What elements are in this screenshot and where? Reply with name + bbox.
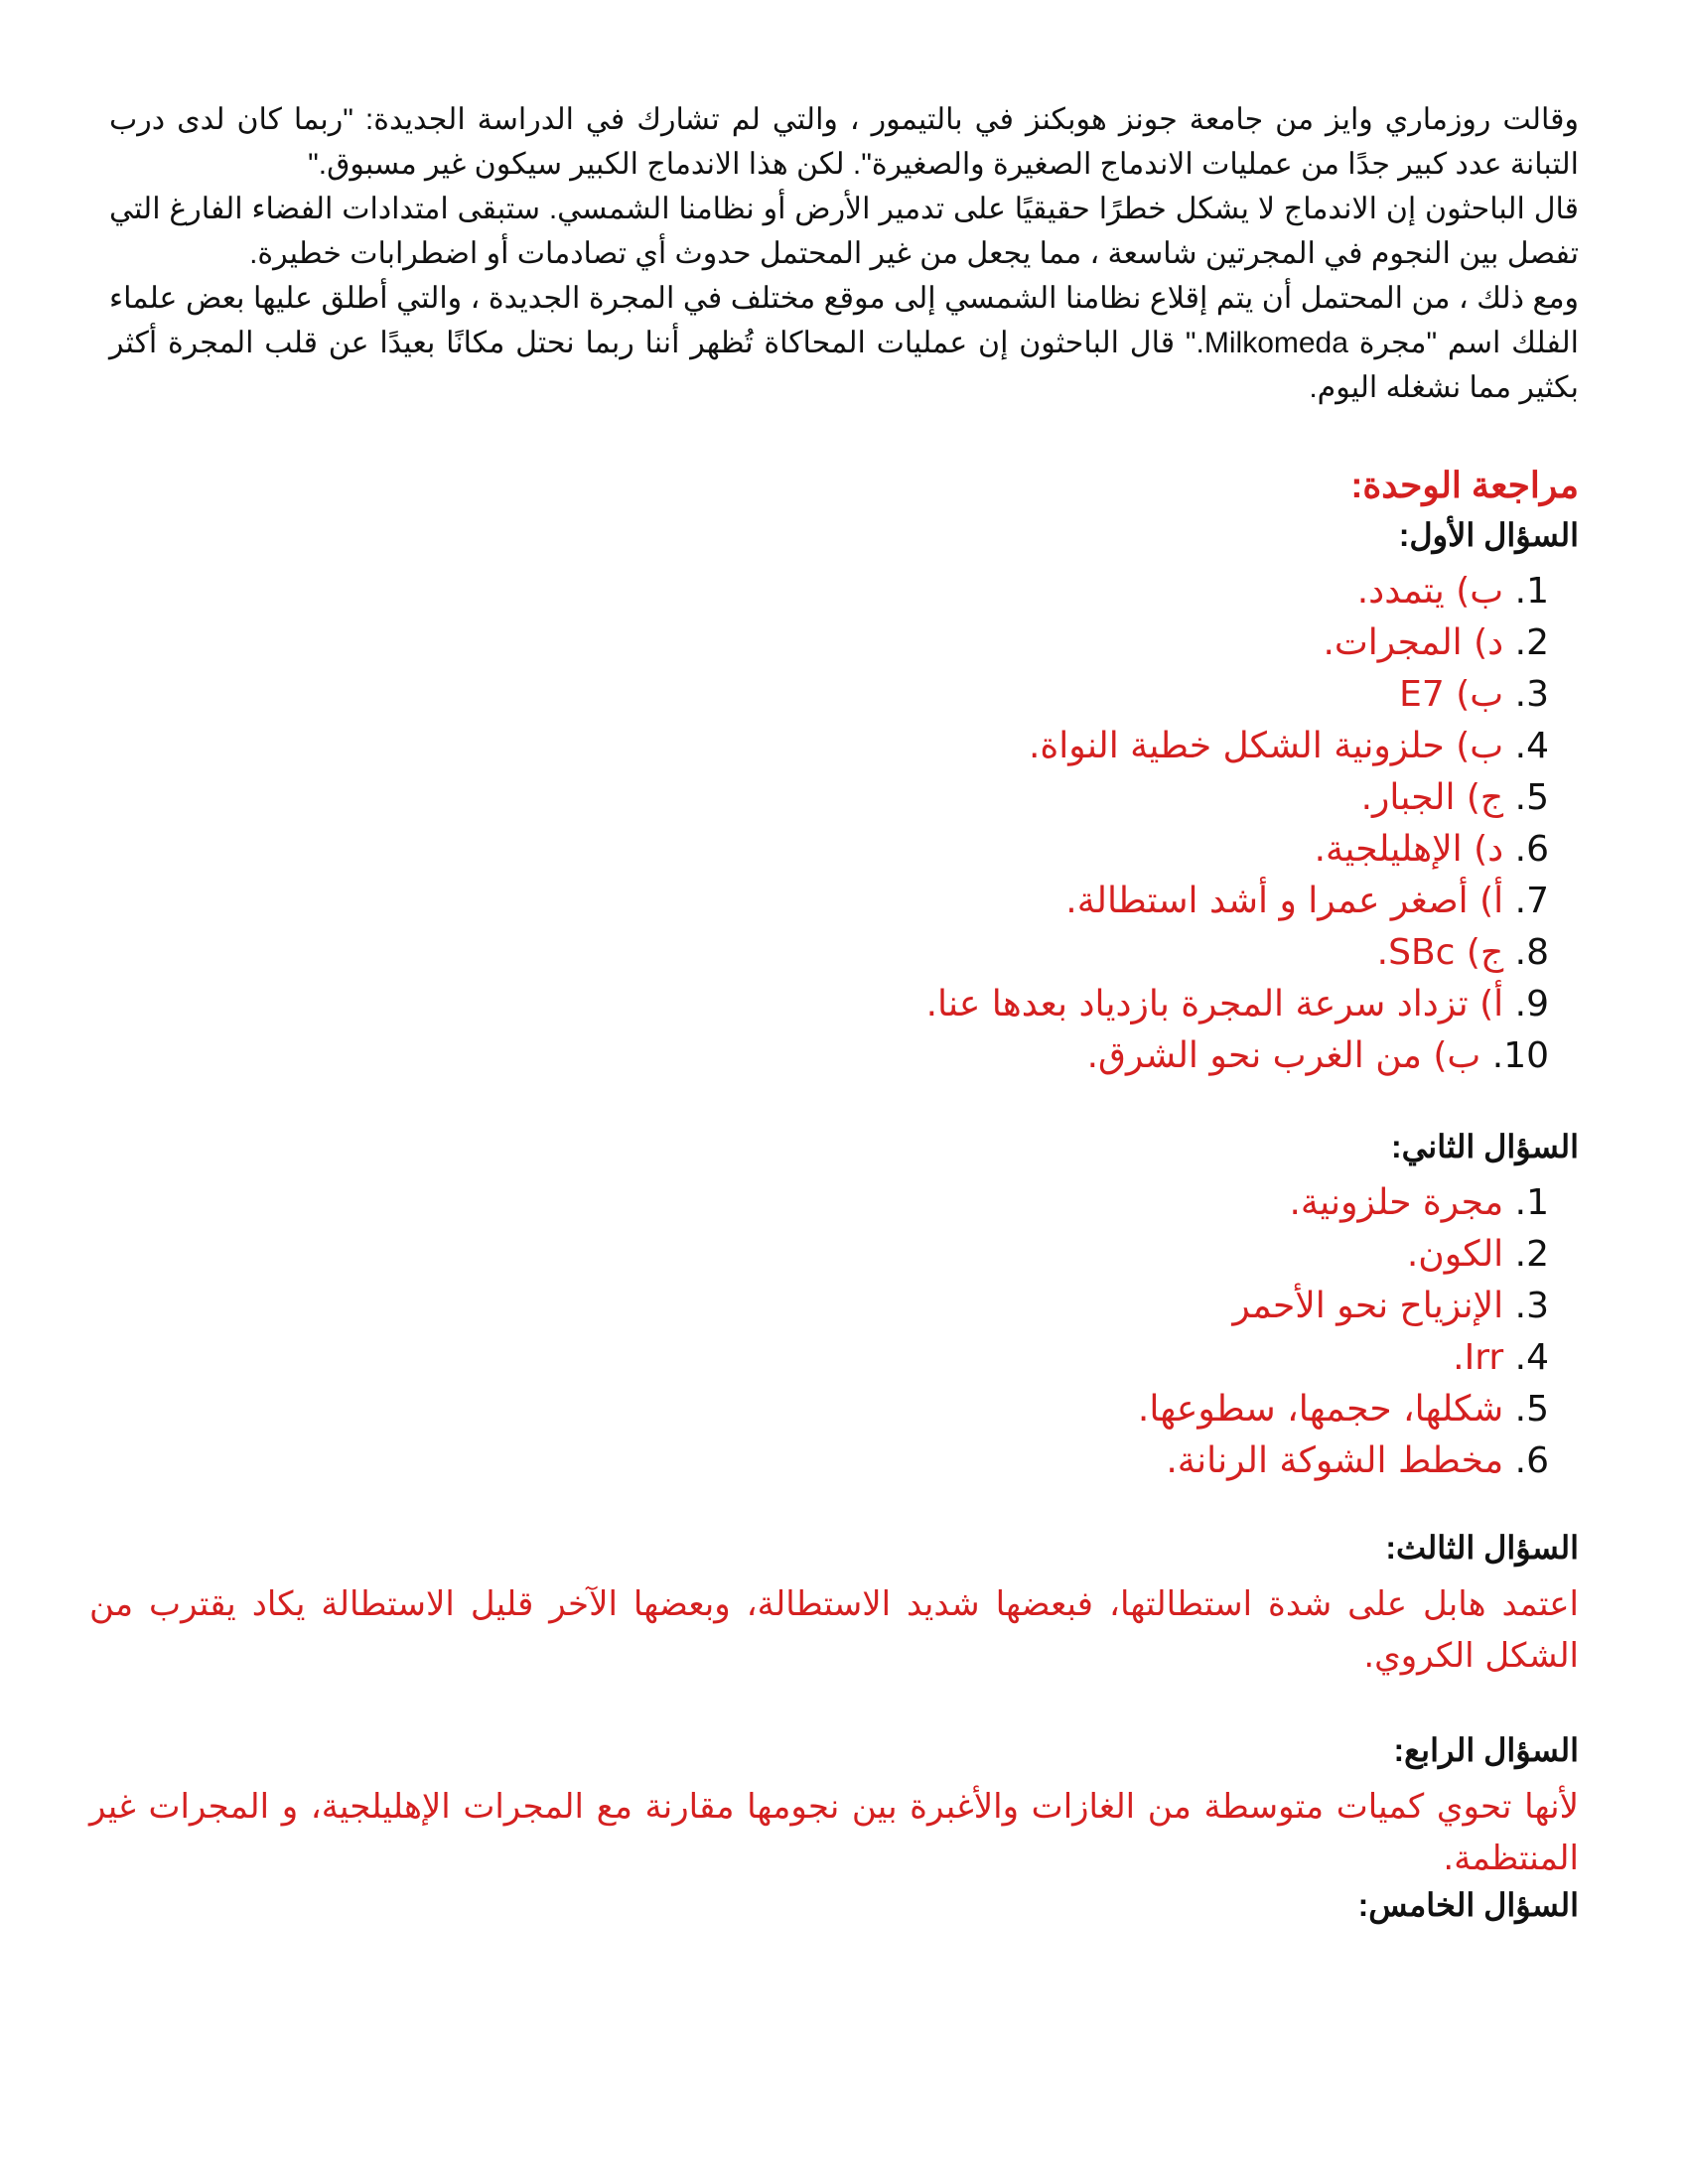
- answer-text: أ) تزداد سرعة المجرة بازدياد بعدها عنا.: [925, 984, 1504, 1024]
- answer-number: 6.: [1514, 829, 1549, 870]
- answer-item: [926, 824, 1549, 876]
- answer-number: 9.: [1514, 984, 1549, 1024]
- answer-text: ج) الجبار.: [1360, 777, 1504, 818]
- answer-item: [926, 876, 1549, 927]
- answer-text: د) المجرات.: [1323, 622, 1504, 663]
- answer-text: الإنزياح نحو الأحمر: [1232, 1286, 1504, 1326]
- answer-item: [1138, 1384, 1549, 1435]
- answer-number: 5.: [1514, 777, 1549, 818]
- answer-number: 6.: [1514, 1440, 1549, 1481]
- question-1-answers: [926, 566, 1549, 1082]
- answer-text: شكلها، حجمها، سطوعها.: [1137, 1389, 1504, 1430]
- answer-number: 2.: [1514, 1234, 1549, 1275]
- answer-number: 5.: [1514, 1389, 1549, 1430]
- answer-number: 7.: [1514, 881, 1549, 921]
- answer-item: [926, 1030, 1549, 1082]
- answer-number: 1.: [1514, 571, 1549, 612]
- answer-text: ج) SBc.: [1376, 932, 1504, 973]
- review-title: مراجعة الوحدة:: [1350, 465, 1579, 505]
- question-2-heading: السؤال الثاني:: [1390, 1129, 1579, 1164]
- answer-item: [1138, 1332, 1549, 1384]
- answer-text: ب) من الغرب نحو الشرق.: [1086, 1035, 1481, 1076]
- answer-item: [1138, 1229, 1549, 1281]
- question-4-heading: السؤال الرابع:: [1393, 1732, 1579, 1768]
- question-3-heading: السؤال الثالث:: [1385, 1530, 1579, 1566]
- answer-text: أ) أصغر عمرا و أشد استطالة.: [1065, 881, 1504, 921]
- answer-item: [1138, 1281, 1549, 1332]
- answer-item: [926, 927, 1549, 979]
- answer-item: [1138, 1435, 1549, 1487]
- intro-paragraph: ومع ذلك ، من المحتمل أن يتم إقلاع نظامنا الشمسي إلى موقع مختلف في المجرة الجديدة ، والتي أطلق عليها بعض علماء الفلك اسم "مجرة Milkomeda." قال الباحثون إن عمليات المحاكاة تُظهر أننا ربما نحتل مكانًا بعيدًا عن قلب المجرة أكثر بكثير مما نشغله اليوم.: [109, 282, 1579, 404]
- answer-text: مخطط الشوكة الرنانة.: [1166, 1440, 1504, 1481]
- answer-text: Irr.: [1453, 1337, 1504, 1378]
- answer-item: [1138, 1177, 1549, 1229]
- answer-number: 4.: [1514, 1337, 1549, 1378]
- answer-text: الكون.: [1406, 1234, 1504, 1275]
- answer-text: ب) E7: [1399, 674, 1504, 715]
- answer-number: 2.: [1514, 622, 1549, 663]
- answer-item: [926, 566, 1549, 617]
- answer-number: 1.: [1514, 1182, 1549, 1223]
- intro-paragraph: قال الباحثون إن الاندماج لا يشكل خطرًا حقيقيًا على تدمير الأرض أو نظامنا الشمسي. ستبقى امتدادات الفضاء الفارغ التي تفصل بين النجوم في المجرتين شاسعة ، مما يجعل من غير المحتمل حدوث أي تصادمات أو اضطرابات خطيرة.: [109, 193, 1579, 270]
- question-4-answer: لأنها تحوي كميات متوسطة من الغازات والأغبرة بين نجومها مقارنة مع المجرات الإهليلجية، و المجرات غير المنتظمة.: [89, 1787, 1579, 1878]
- answer-text: ب) يتمدد.: [1356, 571, 1504, 612]
- question-5-heading: السؤال الخامس:: [1357, 1887, 1579, 1923]
- answer-text: ب) حلزونية الشكل خطية النواة.: [1028, 726, 1504, 766]
- question-1-heading: السؤال الأول:: [1398, 517, 1579, 553]
- answer-number: 10.: [1491, 1035, 1549, 1076]
- answer-number: 3.: [1514, 674, 1549, 715]
- answer-item: [926, 617, 1549, 669]
- answer-item: [926, 721, 1549, 772]
- answer-number: 4.: [1514, 726, 1549, 766]
- answer-item: [926, 979, 1549, 1030]
- answer-number: 3.: [1514, 1286, 1549, 1326]
- answer-item: [926, 772, 1549, 824]
- answer-item: [926, 669, 1549, 721]
- question-3-answer: اعتمد هابل على شدة استطالتها، فبعضها شديد الاستطالة، وبعضها الآخر قليل الاستطالة يكاد يقترب من الشكل الكروي.: [89, 1584, 1579, 1676]
- answer-text: مجرة حلزونية.: [1289, 1182, 1504, 1223]
- answer-number: 8.: [1514, 932, 1549, 973]
- answer-text: د) الإهليلجية.: [1314, 829, 1504, 870]
- intro-paragraph: وقالت روزماري وايز من جامعة جونز هوبكنز في بالتيمور ، والتي لم تشارك في الدراسة الجديدة: "ربما كان لدى درب التبانة عدد كبير جدًا من عمليات الاندماج الصغيرة والصغيرة". لكن هذا الاندماج الكبير سيكون غير مسبوق.": [109, 103, 1579, 181]
- question-2-answers: [1138, 1177, 1549, 1487]
- intro-text: [109, 97, 1579, 410]
